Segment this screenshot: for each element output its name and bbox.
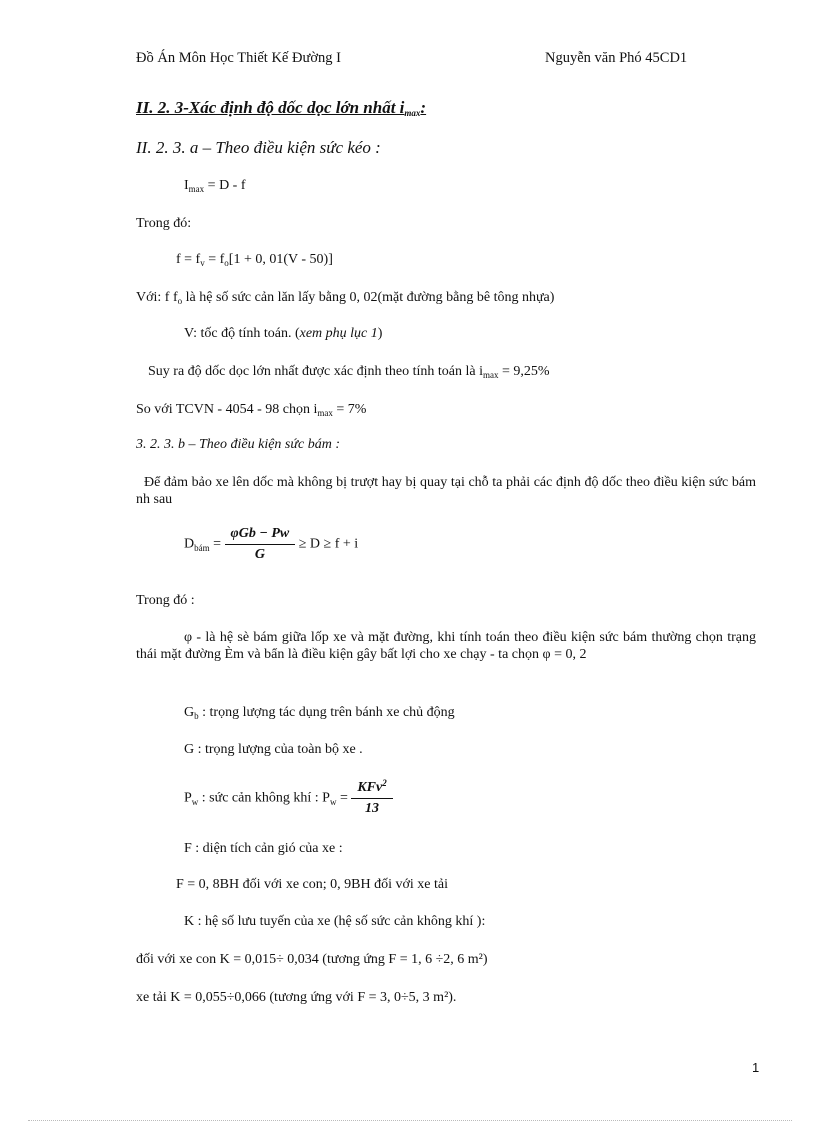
- formula-imax-lhs: I: [184, 178, 189, 193]
- section-title: [136, 98, 426, 118]
- fraction-denominator: 13: [365, 801, 380, 816]
- pw-line-part: P: [184, 790, 192, 806]
- suy-ra-line: [148, 364, 550, 380]
- voi-line-sub: o: [177, 296, 183, 306]
- gb-line-sub: b: [194, 711, 199, 721]
- section-title-tail: :: [420, 98, 427, 117]
- formula-f-part: [1 + 0, 01(V - 50)]: [228, 252, 333, 267]
- trong-do-label: Trong đó :: [136, 593, 195, 608]
- formula-dbam: [184, 526, 358, 563]
- fraction-denominator: G: [254, 547, 265, 562]
- phi-paragraph: φ - là hệ sè bám giữa lốp xe và mặt đường, khi tính toán theo điều kiện sức bám thường chọn trạng thái mặt đường Èm và bẩn là điều kiện gây bất lợi cho xe chạy - ta chọn φ = 0, 2: [136, 630, 756, 662]
- suy-ra-text: Suy ra độ dốc dọc lớn nhất được xác định theo tính toán là i: [148, 364, 483, 379]
- suy-ra-sub: max: [483, 370, 499, 380]
- so-voi-sub: max: [317, 408, 333, 418]
- v-line-ref: xem phụ lục 1: [299, 326, 378, 341]
- f-values-line: F = 0, 8BH đối với xe con; 0, 9BH đối với xe tải: [176, 877, 448, 892]
- formula-dbam-sub: bám: [194, 542, 210, 553]
- pw-line-part: : sức cản không khí : P: [198, 790, 330, 806]
- k-line: K : hệ số lưu tuyến của xe (hệ số sức cản không khí ):: [184, 914, 486, 929]
- pw-line: [184, 780, 393, 817]
- subsection-a-title: II. 2. 3. a – Theo điều kiện sức kéo :: [136, 138, 381, 157]
- subsection-b-title: 3. 2. 3. b – Theo điều kiện sức bám :: [136, 437, 340, 452]
- formula-f: [176, 252, 333, 268]
- formula-imax-sub: max: [188, 184, 205, 194]
- fraction-numerator: φGb − Pw: [225, 526, 296, 545]
- gb-line: [184, 705, 455, 721]
- fraction-numerator-sup: 2: [382, 778, 387, 788]
- suy-ra-tail: = 9,25%: [498, 364, 550, 379]
- voi-line-part: Với: f f: [136, 290, 178, 305]
- header-left: Đồ Án Môn Học Thiết Kế Đường I: [136, 50, 341, 66]
- f-area-line: F : diện tích cản gió của xe :: [184, 841, 343, 856]
- formula-dbam-fraction: [225, 526, 296, 563]
- xe-tai-line: xe tải K = 0,055÷0,066 (tương ứng với F = 3, 0÷5, 3 m²).: [136, 990, 457, 1005]
- page-number: 1: [752, 1060, 760, 1075]
- v-line-text: V: tốc độ tính toán. (: [184, 326, 300, 341]
- fraction-numerator: [351, 780, 392, 799]
- section-title-sub: max: [404, 108, 421, 118]
- formula-f-sub: o: [224, 258, 229, 268]
- pw-fraction: [351, 780, 392, 817]
- gb-line-part: : trọng lượng tác dụng trên bánh xe chủ động: [198, 705, 455, 720]
- v-line: [184, 326, 382, 342]
- so-voi-text: So với TCVN - 4054 - 98 chọn i: [136, 402, 318, 417]
- fraction-numerator-text: KFv: [357, 780, 383, 795]
- voi-line: [136, 290, 554, 306]
- formula-imax-rhs: = D - f: [204, 178, 246, 193]
- pw-line-sub: w: [329, 796, 337, 807]
- formula-dbam-rhs: ≥ D ≥ f + i: [298, 536, 359, 552]
- formula-dbam-lhs: D: [184, 536, 195, 552]
- formula-imax: [184, 178, 246, 194]
- formula-f-part: = f: [204, 252, 225, 267]
- page-bottom-divider: [28, 1120, 792, 1121]
- header-right: Nguyễn văn Phó 45CD1: [545, 50, 688, 66]
- formula-dbam-eq: =: [209, 536, 225, 552]
- section-title-text: II. 2. 3-Xác định độ dốc dọc lớn nhất i: [136, 98, 405, 117]
- paragraph-sufficient-grip: Để đảm bảo xe lên dốc mà không bị trượt hay bị quay tại chỗ ta phải các định độ dốc theo điều kiện sức bám nh sau: [136, 475, 756, 507]
- so-voi-line: [136, 402, 366, 418]
- v-line-tail: ): [377, 326, 383, 341]
- pw-line-part: =: [336, 790, 352, 806]
- formula-f-sub: v: [200, 258, 205, 268]
- voi-line-part: là hệ số sức cản lăn lấy bằng 0, 02(mặt đường bằng bê tông nhựa): [182, 290, 555, 305]
- so-voi-tail: = 7%: [332, 402, 367, 417]
- g-line: G : trọng lượng của toàn bộ xe .: [184, 742, 363, 757]
- gb-line-part: G: [184, 705, 195, 720]
- xe-con-line: đối với xe con K = 0,015÷ 0,034 (tương ứng F = 1, 6 ÷2, 6 m²): [136, 952, 488, 967]
- trong-do-label: Trong đó:: [136, 216, 192, 231]
- formula-f-part: f = f: [176, 252, 201, 267]
- pw-line-sub: w: [191, 796, 199, 807]
